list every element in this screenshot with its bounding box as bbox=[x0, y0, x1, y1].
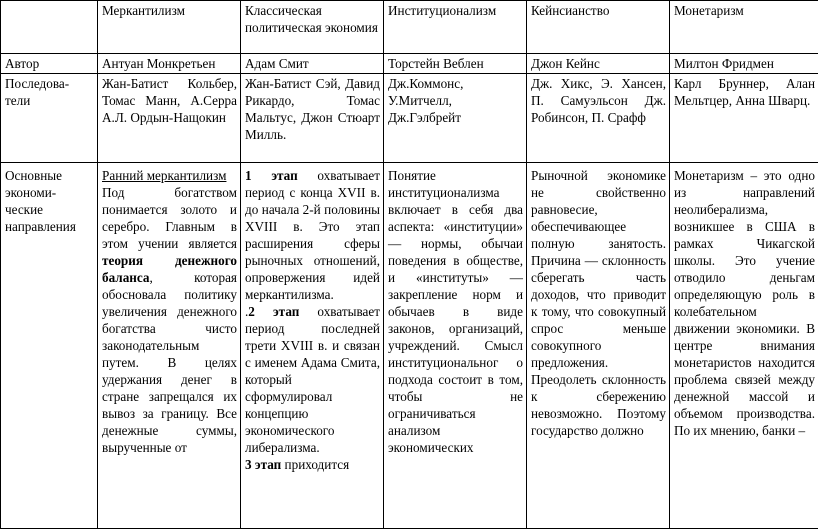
followers-mercantilism: Жан-Батист Кольбер, Томас Манн, А.Серра А.Л. Ордын-Нащокин bbox=[98, 74, 241, 163]
followers-institutionalism: Дж.Коммонс, У.Митчелл, Дж.Гэлбрейт bbox=[384, 74, 527, 163]
stage1-text: охватывает период с конца XVII в. до начала 2-й половины XVIII в. Это этап расширения сферы рыночных отношений, опровержения идей меркантилизма. bbox=[245, 168, 380, 302]
header-row bbox=[1, 1, 818, 54]
header-mercantilism: Меркантилизм bbox=[98, 1, 241, 54]
header-corner bbox=[1, 1, 98, 54]
stage2-prefix: . bbox=[245, 304, 248, 319]
followers-row bbox=[1, 74, 818, 163]
header-classical-economy: Классическая политическая экономия bbox=[241, 1, 384, 54]
stage1-label: 1 этап bbox=[245, 168, 298, 183]
author-monetarism: Милтон Фридмен bbox=[670, 54, 818, 74]
main-monetarism: Монетаризм – это одно из направлений неолиберализма, возникшее в США в рамках Чикагской школы. Это учение отводило деньгам определяющую роль в колебательном движении экономики. В центре внимания монетаристов находится проблема связей между денежной массой и объемом производства. По их мнению, банки – bbox=[670, 163, 818, 529]
early-mercantilism-heading: Ранний меркантилизм bbox=[102, 168, 226, 183]
author-classical: Адам Смит bbox=[241, 54, 384, 74]
main-classical bbox=[241, 163, 384, 529]
author-row bbox=[1, 54, 818, 74]
header-institutionalism: Институционализм bbox=[384, 1, 527, 54]
author-label: Автор bbox=[1, 54, 98, 74]
followers-monetarism: Карл Бруннер, Алан Мельтцер, Анна Шварц. bbox=[670, 74, 818, 163]
author-institutionalism: Торстейн Веблен bbox=[384, 54, 527, 74]
mercantilism-text-before: Под богатством понимается золото и серебро. Главным в этом учении является bbox=[102, 185, 237, 251]
followers-label: Последова- тели bbox=[1, 74, 98, 163]
main-directions-row bbox=[1, 163, 818, 529]
money-balance-theory: теория денежного баланса bbox=[102, 253, 237, 285]
main-mercantilism bbox=[98, 163, 241, 529]
main-institutionalism: Понятие институционализма включает в себя два аспекта: «институции» — нормы, обычаи поведения в обществе, и «институты» — закрепление норм и обычаев в виде законов, организаций, учреждений. Смысл институциональног о подхода состоит в том, чтобы не ограничиваться анализом экономических bbox=[384, 163, 527, 529]
author-mercantilism: Антуан Монкретьен bbox=[98, 54, 241, 74]
header-monetarism: Монетаризм bbox=[670, 1, 818, 54]
main-keynesianism: Рыночной экономике не свойственно равновесие, обеспечивающее полную занятость. Причина — склонность сберегать часть доходов, что приводит к тому, что совокупный спрос меньше совокупного предложения. Преодолеть склонность к сбережению невозможно. Поэтому государство должно bbox=[527, 163, 670, 529]
stage3-label: 3 этап bbox=[245, 457, 281, 472]
stage3-text: приходится bbox=[281, 457, 349, 472]
stage2-text: охватывает период последней трети XVIII в. и связан с именем Адама Смита, который сформулировал концепцию экономического либерализма. bbox=[245, 304, 380, 455]
author-keynesianism: Джон Кейнс bbox=[527, 54, 670, 74]
stage2-label: 2 этап bbox=[248, 304, 299, 319]
mercantilism-text-after: , которая обосновала политику увеличения денежного богатства чисто законодательным путем. В целях удержания денег в стране запрещался их вывоз за границу. Все денежные суммы, вырученные от bbox=[102, 270, 237, 455]
header-keynesianism: Кейнсианство bbox=[527, 1, 670, 54]
main-directions-label: Основные экономи- ческие направления bbox=[1, 163, 98, 529]
followers-keynesianism: Дж. Хикс, Э. Хансен, П. Самуэльсон Дж. Робинсон, П. Срафф bbox=[527, 74, 670, 163]
followers-classical: Жан-Батист Сэй, Давид Рикардо, Томас Мальтус, Джон Стюарт Милль. bbox=[241, 74, 384, 163]
